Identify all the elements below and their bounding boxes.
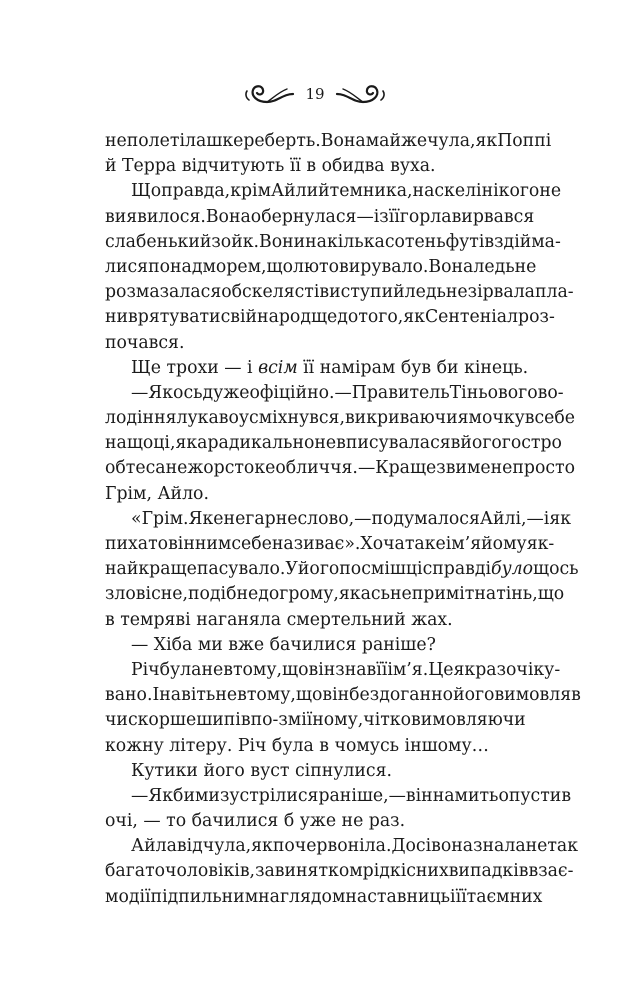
body-text (105, 129, 581, 910)
text-line: й Терра відчитують її в обидва вуха. (105, 156, 436, 177)
text-line: вано. І навіть не в тому, що він бездоганно його вимовляв (105, 685, 581, 706)
paragraph (105, 507, 579, 633)
swirl-ornament-right-icon (335, 80, 387, 108)
text-line: Річ була не в тому, що він знав її ім’я. Це якраз очіку- (131, 659, 561, 680)
paragraph (105, 633, 525, 658)
text-line: зловісне, подібне до грому, якась непримітна тінь, що (105, 584, 565, 605)
page-number: 19 (305, 84, 325, 103)
paragraph (105, 356, 529, 381)
text-line: на щоці, яка радикально не вписувалася в його гостро (105, 433, 562, 454)
swirl-ornament-left-icon (243, 80, 295, 108)
text-line: найкраще пасувало. У його посмішці справді було щось (105, 559, 579, 580)
text-line: лодіння лукаво усміхнувся, викриваючи ямочку в себе (105, 408, 576, 429)
text-line: почався. (105, 332, 185, 353)
text-line: кожну літеру. Річ була в чомусь іншому… (105, 735, 489, 756)
text-line: Грім, Айло. (105, 483, 209, 504)
text-line: очі, — то бачилися б уже не раз. (105, 811, 406, 832)
paragraph (105, 129, 552, 179)
text-line: пихато він ним себе називає». Хоча таке ім’я йому як- (105, 534, 555, 554)
text-line: лися понад морем, що люто вирувало. Вона ледь не (105, 256, 537, 277)
text-line: багато чоловіків, за винятком рідкісних випадків взає- (105, 861, 574, 882)
paragraph (105, 658, 581, 759)
text-line: — Якось дуже офіційно. — Правитель Тіньового во- (131, 382, 564, 403)
paragraph (105, 179, 574, 355)
text-line: Кутики його вуст сіпнулися. (131, 760, 392, 781)
text-line: модії під пильним наглядом наставниць і її таємних (105, 886, 543, 907)
text-line: — Хіба ми вже бачилися раніше? (131, 634, 436, 655)
text-line: в темряві наганяла смертельний жах. (105, 609, 453, 630)
text-line: Ще трохи — і всім її намірам був би кінець. (131, 357, 529, 378)
text-line: «Грім. Яке негарне слово, — подумалося Айлі, — і як (131, 508, 572, 529)
text-line: слабенький зойк. Вони на кілька сотень футів здійма- (105, 231, 561, 252)
page-header (0, 74, 630, 114)
text-line: виявилося. Вона обернулася — і з її горла вирвався (105, 206, 535, 227)
paragraph (105, 784, 572, 834)
text-line: — Якби ми зустрілися раніше, — він на мить опустив (131, 785, 572, 806)
text-line: Айла відчула, як почервоніла. Досі вона знала не так (131, 836, 579, 857)
paragraph (105, 381, 576, 507)
text-line: розмазалася об скелясті виступи й ледь не зірвала пла- (105, 282, 574, 303)
paragraph (105, 834, 579, 910)
paragraph (105, 759, 525, 784)
text-line: Щоправда, крім Айли й темника, на скелі нікого не (131, 181, 562, 202)
text-line: чи скорше шипів по-зміїному, чітко вимовляючи (105, 710, 526, 731)
text-line: обтесане жорстоке обличчя. — Краще зви мене просто (105, 458, 576, 479)
text-line: не полетіла шкереберть. Вона майже чула, як Поппі (105, 131, 552, 151)
text-line: ни врятувати свій народ ще до того, як Сентеніал роз- (105, 307, 555, 328)
